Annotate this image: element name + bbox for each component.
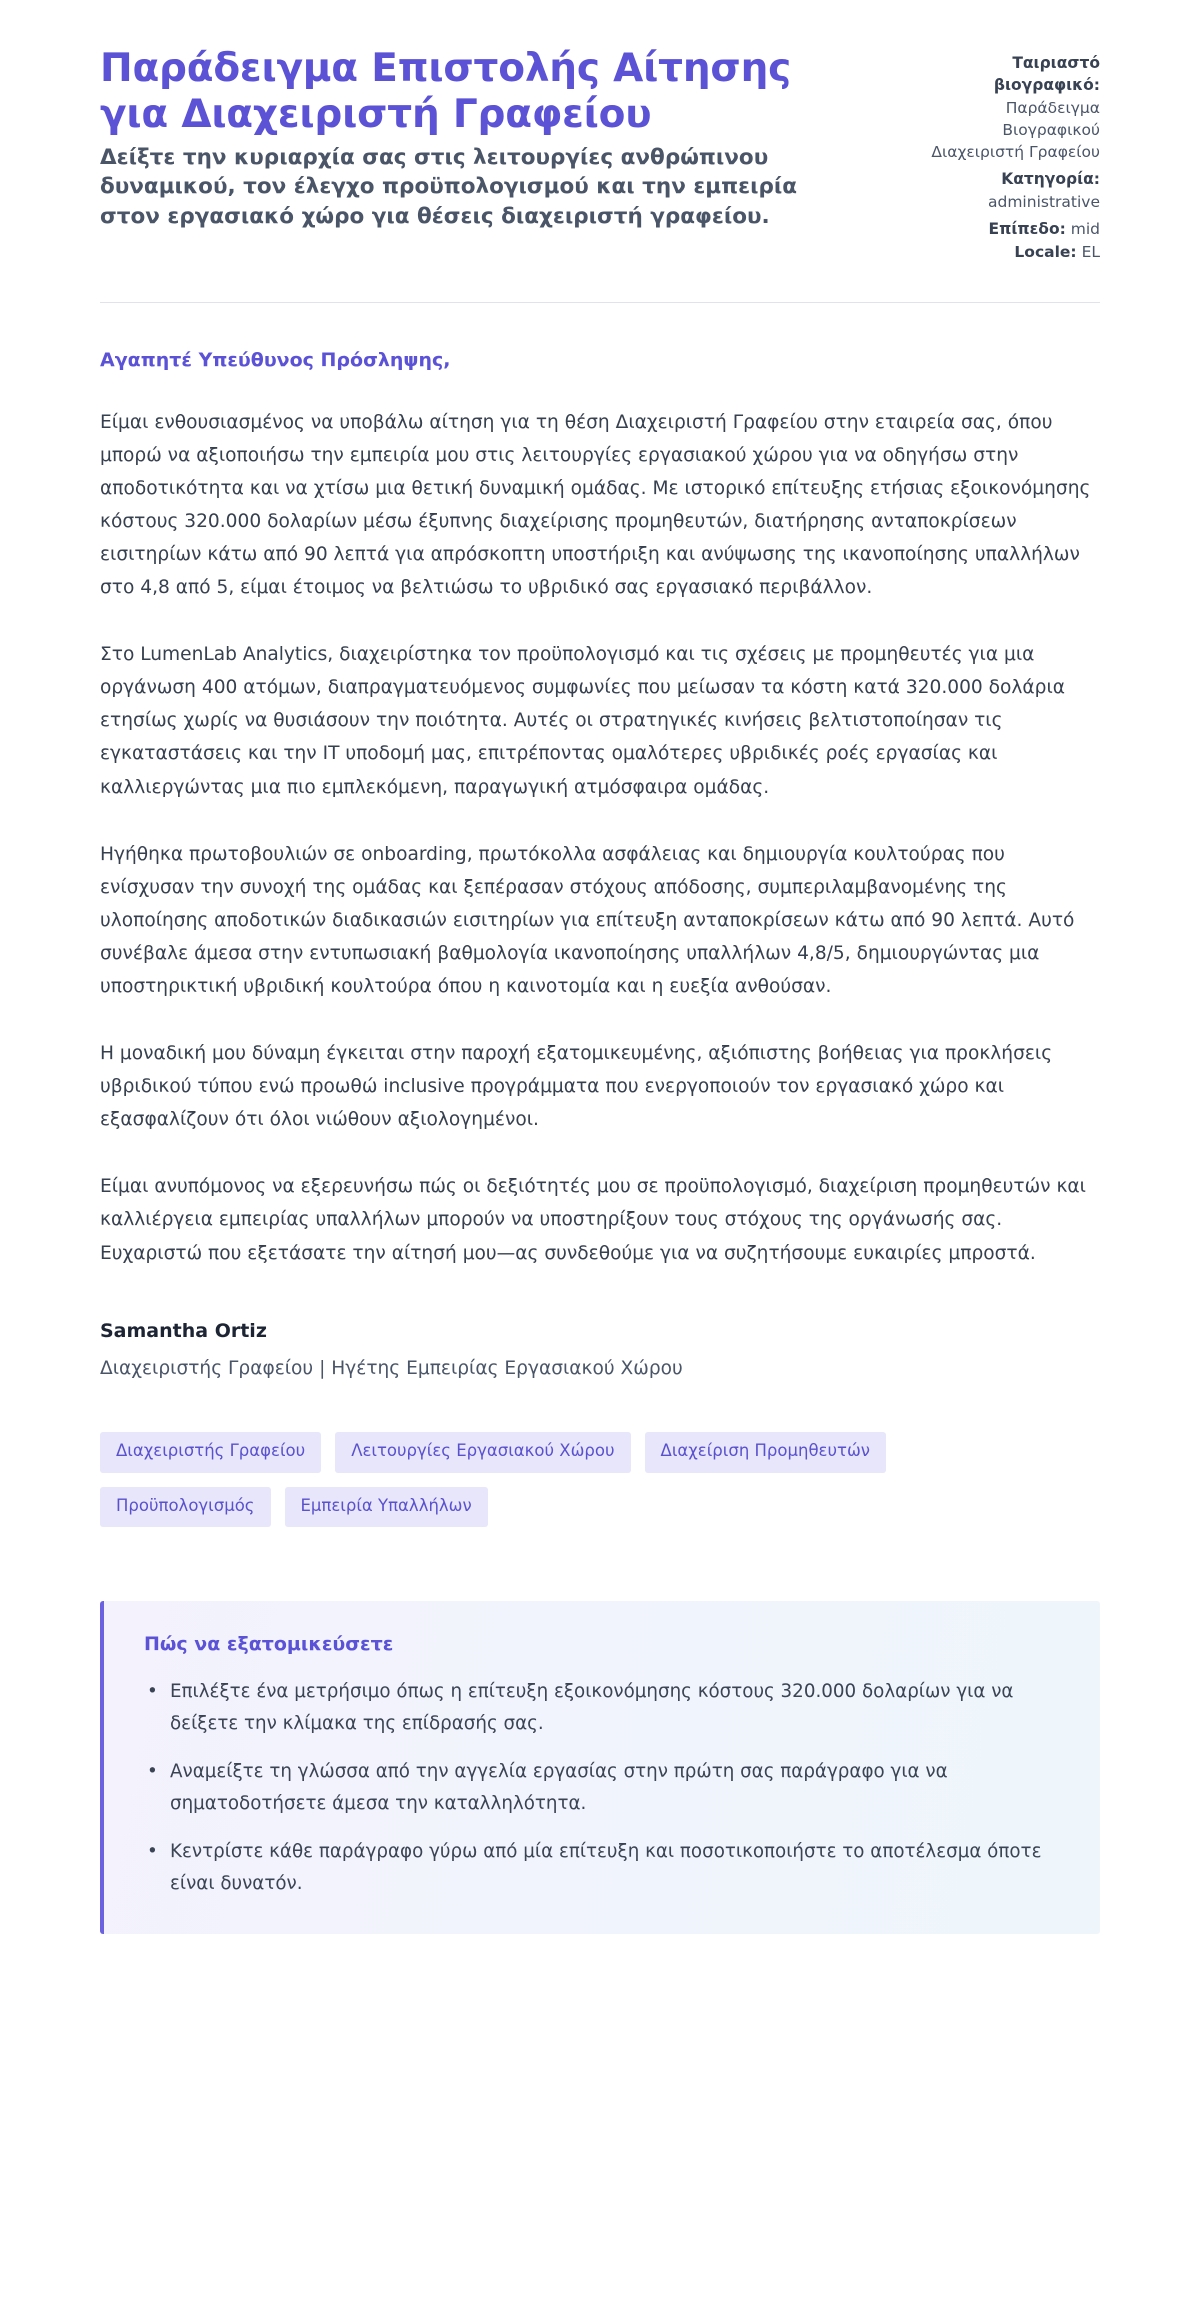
list-item-text: Επιλέξτε ένα μετρήσιμο όπως η επίτευξη εξοικονόμησης κόστους 320.000 δολαρίων για να δείξετε την κλίμακα της επίδρασής σας. (170, 1680, 1014, 1734)
letter-paragraph: Η μοναδική μου δύναμη έγκειται στην παροχή εξατομικευμένης, αξιόπιστης βοήθειας για προκλήσεις υβριδικού τύπου ενώ προωθώ inclusive προγράμματα που ενεργοποιούν τον εργασιακό χώρο και εξασφαλίζουν ότι όλοι νιώθουν αξιολογημένοι. (100, 1043, 1053, 1131)
tag-chip[interactable]: Διαχείριση Προμηθευτών (645, 1432, 886, 1473)
letter-salutation: Αγαπητέ Υπεύθυνος Πρόσληψης, (100, 349, 451, 371)
letter-paragraph: Είμαι ενθουσιασμένος να υποβάλω αίτηση για τη θέση Διαχειριστή Γραφείου στην εταιρεία σας, όπου μπορώ να αξιοποιήσω την εμπειρία μου στις λειτουργίες εργασιακού χώρου για να οδηγήσω στην αποδοτικότητα και να χτίσω μια θετική δυναμική ομάδας. Με ιστορικό επίτευξης ετήσιας εξοικονόμησης κόστους 320.000 δολαρίων μέσω έξυπνης διαχείρισης προμηθευτών, διατήρησης ανταποκρίσεων εισιτηρίων κάτω από 90 λεπτά για απρόσκοπτη υποστήριξη και ανύψωσης της ικανοποίησης υπαλλήλων στο 4,8 από 5, είμαι έτοιμος να βελτιώσω το υβριδικό σας εργασιακό περιβάλλον. (100, 411, 1091, 599)
meta-category-label: Κατηγορία: (1001, 170, 1100, 188)
bullet-icon: • (147, 1840, 158, 1862)
meta-level (905, 218, 1100, 240)
list-item (147, 1836, 1060, 1900)
list-item-text: Αναμείξτε τη γλώσσα από την αγγελία εργασίας στην πρώτη σας παράγραφο για να σηματοδοτήσετε άμεσα την καταλληλότητα. (170, 1760, 948, 1814)
list-item (147, 1676, 1060, 1740)
bullet-icon: • (147, 1760, 158, 1782)
document-metadata (905, 46, 1100, 264)
tag-chip[interactable]: Λειτουργίες Εργασιακού Χώρου (335, 1432, 630, 1473)
signature-name: Samantha Ortiz (100, 1319, 267, 1342)
signature-role: Διαχειριστής Γραφείου | Ηγέτης Εμπειρίας Εργασιακού Χώρου (100, 1358, 683, 1380)
callout-title: Πώς να εξατομικεύσετε (144, 1633, 394, 1655)
page-subtitle: Δείξτε την κυριαρχία σας στις λειτουργίες ανθρώπινου δυναμικού, τον έλεγχο προϋπολογισμού και την εμπειρία στον εργασιακό χώρο για θέσεις διαχειριστή γραφείου. (100, 145, 797, 229)
tag-chip[interactable]: Εμπειρία Υπαλλήλων (285, 1487, 488, 1528)
header-text-block (100, 46, 820, 231)
bullet-icon: • (147, 1680, 158, 1702)
meta-paired-resume (905, 52, 1100, 163)
meta-paired-resume-value: Παράδειγμα Βιογραφικού Διαχειριστή Γραφείου (931, 99, 1100, 161)
page-title: Παράδειγμα Επιστολής Αίτησης για Διαχειριστή Γραφείου (100, 46, 792, 137)
document-header (100, 46, 1100, 264)
letter-paragraph: Στο LumenLab Analytics, διαχειρίστηκα τον προϋπολογισμό και τις σχέσεις με προμηθευτές για μια οργάνωση 400 ατόμων, διαπραγματευόμενος συμφωνίες που μείωσαν τα κόστη κατά 320.000 δολάρια ετησίως χωρίς να θυσιάσουν την ποιότητα. Αυτές οι στρατηγικές κινήσεις βελτιστοποίησαν τις εγκαταστάσεις και την IT υποδομή μας, επιτρέποντας ομαλότερες υβριδικές ροές εργασίας και καλλιεργώντας μια πιο εμπλεκόμενη, παραγωγική ατμόσφαιρα ομάδας. (100, 644, 1066, 798)
meta-level-value: mid (1070, 220, 1100, 238)
signature-block (100, 1318, 1100, 1384)
cover-letter-body (100, 303, 1100, 1384)
list-item (147, 1756, 1060, 1820)
letter-paragraph: Ηγήθηκα πρωτοβουλιών σε onboarding, πρωτόκολλα ασφάλειας και δημιουργία κουλτούρας που ενίσχυσαν την συνοχή της ομάδας και ξεπέρασαν στόχους απόδοσης, συμπεριλαμβανομένης της υλοποίησης αποδοτικών διαδικασιών εισιτηρίων για επίτευξη ανταποκρίσεων κάτω από 90 λεπτά. Αυτό συνέβαλε άμεσα στην εντυπωσιακή βαθμολογία ικανοποίησης υπαλλήλων 4,8/5, δημιουργώντας μια υποστηρικτική υβριδική κουλτούρα όπου η καινοτομία και η ευεξία ανθούσαν. (100, 843, 1075, 997)
tag-chip[interactable]: Διαχειριστής Γραφείου (100, 1432, 321, 1473)
callout-list (144, 1676, 1060, 1900)
tag-list (100, 1432, 890, 1527)
meta-locale (905, 241, 1100, 263)
tag-chip[interactable]: Προϋπολογισμός (100, 1487, 271, 1528)
meta-locale-label: Locale: (1014, 243, 1077, 261)
how-to-personalize-callout (100, 1601, 1100, 1934)
meta-level-label: Επίπεδο: (988, 220, 1066, 238)
list-item-text: Κεντρίστε κάθε παράγραφο γύρω από μία επίτευξη και ποσοτικοποιήστε το αποτέλεσμα όποτε είναι δυνατόν. (170, 1840, 1042, 1894)
meta-category-value: administrative (988, 193, 1100, 211)
meta-locale-value: EL (1081, 243, 1100, 261)
letter-paragraph: Είμαι ανυπόμονος να εξερευνήσω πώς οι δεξιότητές μου σε προϋπολογισμό, διαχείριση προμηθευτών και καλλιέργεια εμπειρίας υπαλλήλων μπορούν να υποστηρίξουν τους στόχους της οργάνωσής σας. Ευχαριστώ που εξετάσατε την αίτησή μου—ας συνδεθούμε για να συζητήσουμε ευκαιρίες μπροστά. (100, 1176, 1086, 1264)
meta-paired-resume-label: Ταιριαστό βιογραφικό: (993, 54, 1100, 94)
meta-category (905, 168, 1100, 213)
